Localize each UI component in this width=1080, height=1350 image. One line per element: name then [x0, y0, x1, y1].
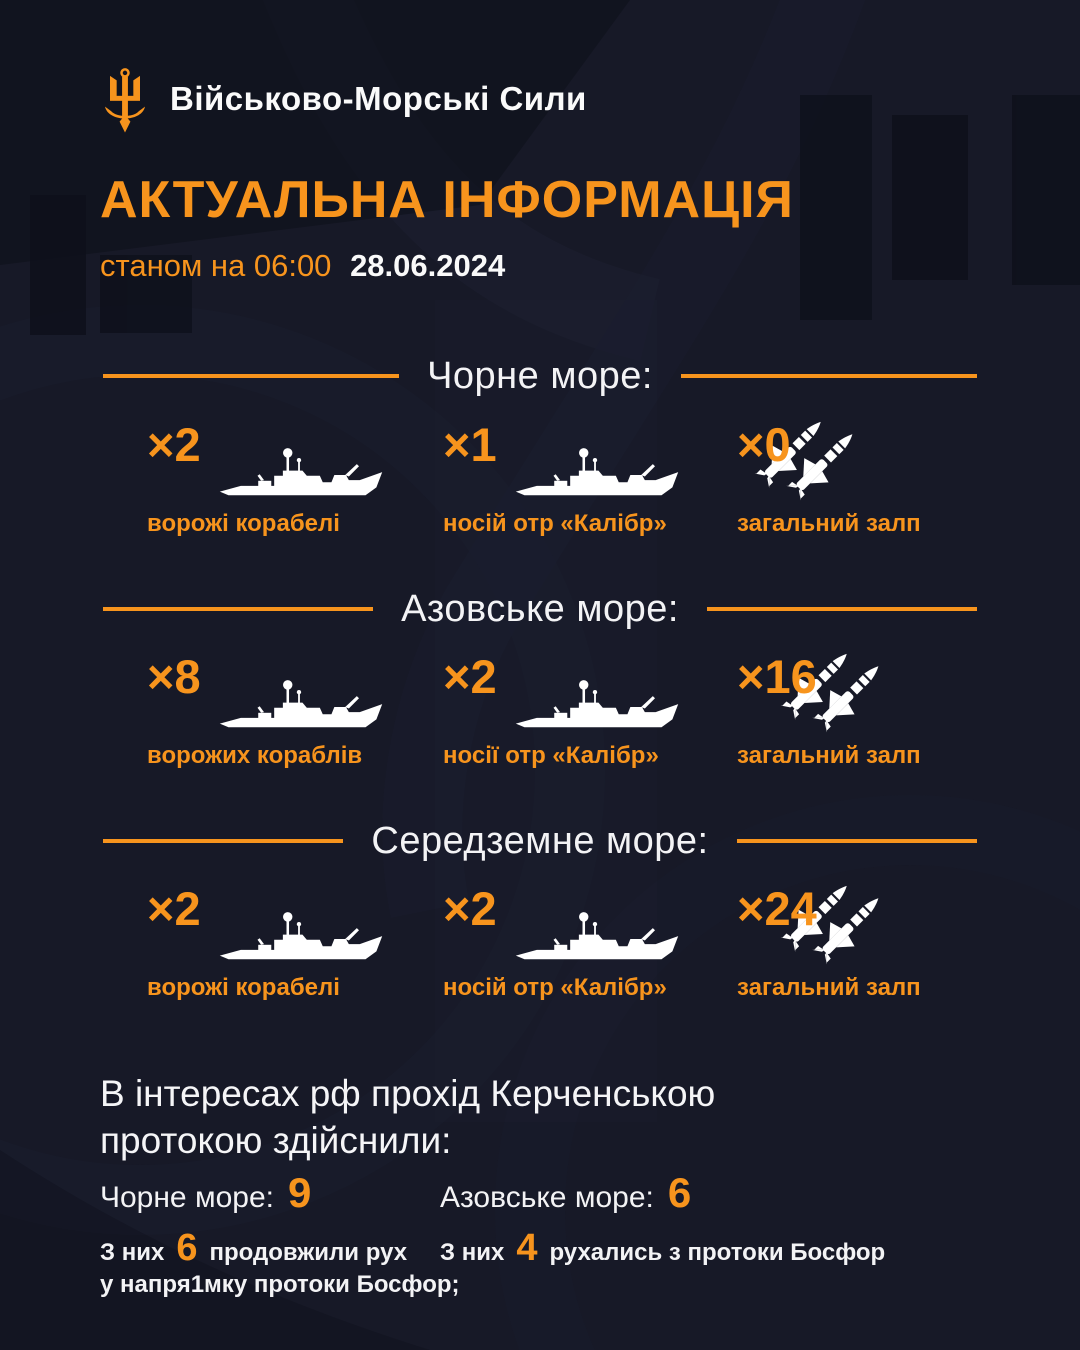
divider-line	[707, 607, 977, 611]
stat-label: загальний залп	[737, 974, 921, 1001]
section-header-black-sea	[103, 353, 977, 399]
divider-line	[103, 839, 343, 843]
stat-count: ×2	[147, 882, 201, 935]
kerch-black-sea-stats	[100, 1169, 460, 1299]
section-title: Середземне море:	[371, 819, 709, 862]
sea-total: 6	[667, 1169, 692, 1216]
section-header-azov-sea	[103, 586, 977, 632]
section-title: Азовське море:	[401, 587, 679, 630]
sub-text: продовжили рух	[209, 1239, 408, 1266]
stat-label: загальний залп	[737, 510, 921, 537]
stat-label: носій отр «Калібр»	[443, 510, 667, 537]
stat-enemy-ships	[147, 882, 477, 1002]
warship-icon	[215, 446, 387, 504]
highlight-number: 4	[516, 1227, 538, 1269]
sub-text: рухались з протоки Босфор	[549, 1239, 886, 1266]
of-them-label: З них	[440, 1239, 505, 1266]
stat-total-salvo	[737, 418, 1067, 538]
kerch-intro-line1: В інтересах рф прохід Керченською	[100, 1073, 716, 1114]
stat-enemy-ships	[147, 650, 477, 770]
stat-label: носії отр «Калібр»	[443, 742, 659, 769]
stat-count: ×2	[443, 650, 497, 703]
warship-icon	[511, 678, 683, 736]
stat-count: ×1	[443, 418, 497, 471]
stat-count: ×2	[443, 882, 497, 935]
stat-total-salvo	[737, 650, 1067, 770]
navy-emblem-anchor-trident-icon	[100, 66, 150, 134]
divider-line	[103, 607, 373, 611]
kerch-intro	[100, 1070, 715, 1164]
stat-label: носій отр «Калібр»	[443, 974, 667, 1001]
as-of-label: станом на 06:00	[100, 248, 332, 283]
sea-name: Азовське море:	[440, 1181, 654, 1214]
sea-name: Чорне море:	[100, 1181, 274, 1214]
stat-kalibr-carriers	[443, 882, 773, 1002]
sub-text-line2: у напря1мку протоки Босфор;	[100, 1271, 460, 1298]
warship-icon	[215, 910, 387, 968]
of-them-label: З них	[100, 1239, 165, 1266]
section-title: Чорне море:	[427, 354, 653, 397]
stat-enemy-ships	[147, 418, 477, 538]
divider-line	[103, 374, 399, 378]
stat-count: ×24	[737, 882, 817, 935]
stat-label: ворожих кораблів	[147, 742, 363, 769]
divider-line	[681, 374, 977, 378]
as-of-line	[100, 248, 505, 284]
stat-total-salvo	[737, 882, 1067, 1002]
stat-count: ×8	[147, 650, 201, 703]
stat-count: ×0	[737, 418, 791, 471]
page-title: АКТУАЛЬНА ІНФОРМАЦІЯ	[100, 171, 794, 229]
stat-kalibr-carriers	[443, 650, 773, 770]
stat-label: ворожі корабелі	[147, 974, 340, 1001]
kerch-azov-sea-stats	[440, 1169, 886, 1269]
stat-kalibr-carriers	[443, 418, 773, 538]
warship-icon	[511, 446, 683, 504]
stat-label: ворожі корабелі	[147, 510, 340, 537]
organization-name: Військово-Морські Сили	[170, 80, 587, 117]
warship-icon	[215, 678, 387, 736]
divider-line	[737, 839, 977, 843]
stat-label: загальний залп	[737, 742, 921, 769]
sea-total: 9	[287, 1169, 312, 1216]
report-date: 28.06.2024	[350, 248, 506, 283]
warship-icon	[511, 910, 683, 968]
kerch-intro-line2: протокою здійснили:	[100, 1120, 452, 1161]
stat-count: ×2	[147, 418, 201, 471]
highlight-number: 6	[176, 1227, 198, 1269]
stat-count: ×16	[737, 650, 817, 703]
section-header-mediterranean-sea	[103, 818, 977, 864]
